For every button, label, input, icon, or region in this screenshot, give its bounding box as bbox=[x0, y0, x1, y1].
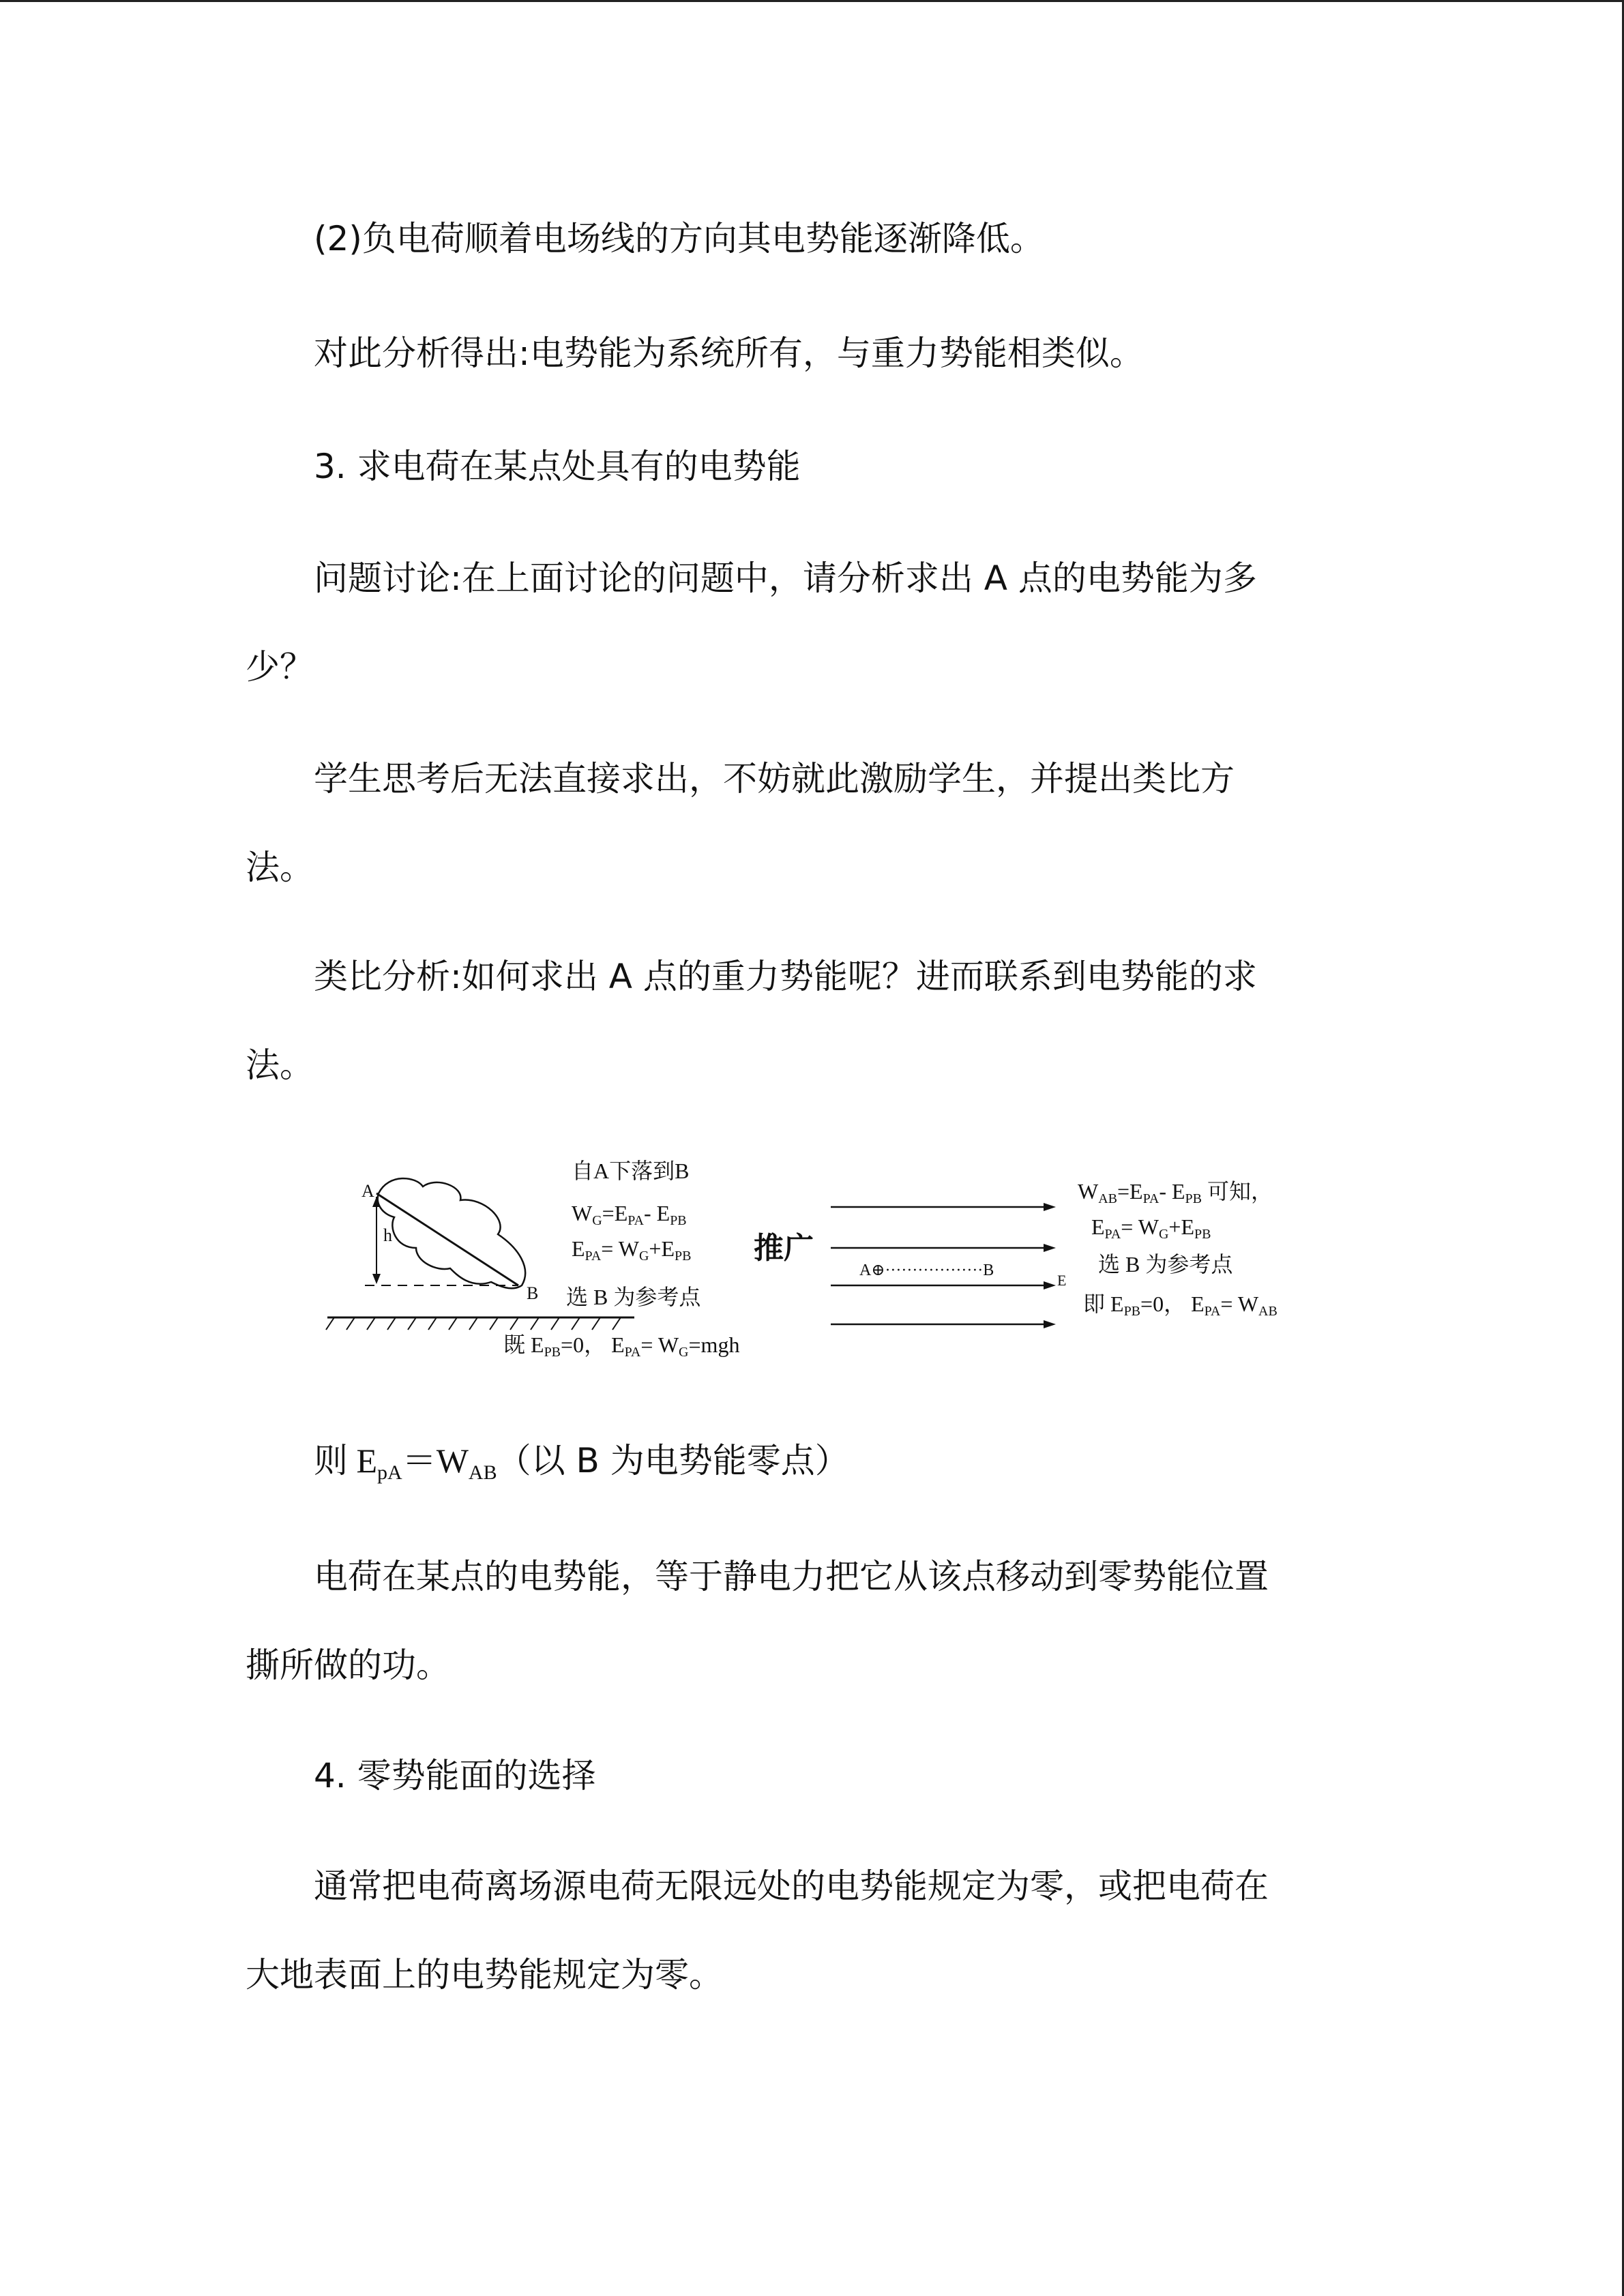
right-result: 即 EPB=0， EPA= WAB bbox=[1083, 1292, 1278, 1319]
field-e-label: E bbox=[1057, 1272, 1067, 1289]
right-eq-2: EPA= WG+EPB bbox=[1091, 1214, 1211, 1242]
left-eq-1: WG=EPA- EPB bbox=[572, 1201, 687, 1228]
left-result: 既 EPB=0， EPA= WG=mgh bbox=[503, 1332, 740, 1360]
paragraph-6-line-1: 类比分析:如何求出 A 点的重力势能呢？进而联系到电势能的求 bbox=[314, 957, 1257, 996]
gravity-electric-analogy-figure bbox=[314, 1146, 1337, 1371]
paragraph-5-line-2: 法。 bbox=[246, 848, 314, 887]
right-reference-note: 选 B 为参考点 bbox=[1098, 1252, 1233, 1277]
left-title: 自A下落到B bbox=[572, 1159, 690, 1183]
height-arrow-head-down bbox=[372, 1274, 381, 1284]
paragraph-10-line-1: 通常把电荷离场源电荷无限远处的电势能规定为零，或把电荷在 bbox=[314, 1866, 1269, 1906]
paragraph-1: (2)负电荷顺着电场线的方向其电势能逐渐降低。 bbox=[314, 219, 1044, 258]
paragraph-6-line-2: 法。 bbox=[246, 1045, 314, 1085]
left-eq-2: EPA= WG+EPB bbox=[572, 1236, 692, 1264]
point-a-label: A bbox=[361, 1181, 374, 1201]
charge-line-label: A⊕··················B bbox=[859, 1262, 994, 1279]
formula-paragraph: 则 $E_{pA}=W_{AB}$（以 B 为电势能零点） bbox=[314, 1441, 849, 1484]
paragraph-4-line-2: 少？ bbox=[246, 647, 314, 687]
promote-label: 推广 bbox=[754, 1232, 814, 1265]
point-b-label: B bbox=[527, 1283, 539, 1303]
page-border-top bbox=[0, 0, 1624, 2]
right-eq-1: WAB=EPA- EPB 可知， bbox=[1078, 1179, 1273, 1206]
paragraph-5-line-1: 学生思考后无法直接求出，不妨就此激励学生，并提出类比方 bbox=[314, 759, 1235, 799]
ground-hatching bbox=[326, 1317, 621, 1330]
paragraph-2: 对此分析得出:电势能为系统所有，与重力势能相类似。 bbox=[314, 333, 1144, 373]
paragraph-4-line-1: 问题讨论:在上面讨论的问题中，请分析求出 A 点的电势能为多 bbox=[314, 558, 1257, 598]
section-heading-3: 3. 求电荷在某点处具有的电势能 bbox=[314, 447, 801, 486]
left-reference-note: 选 B 为参考点 bbox=[566, 1285, 701, 1309]
paragraph-8-line-2: 撕所做的功。 bbox=[246, 1645, 450, 1685]
height-label: h bbox=[383, 1225, 392, 1245]
cloud-path-shape bbox=[378, 1178, 525, 1288]
field-arrow-heads bbox=[1044, 1203, 1056, 1328]
paragraph-10-line-2: 大地表面上的电势能规定为零。 bbox=[246, 1955, 723, 1995]
section-heading-4: 4. 零势能面的选择 bbox=[314, 1756, 596, 1795]
paragraph-8-line-1: 电荷在某点的电势能，等于静电力把它从该点移动到零势能位置 bbox=[314, 1557, 1269, 1596]
